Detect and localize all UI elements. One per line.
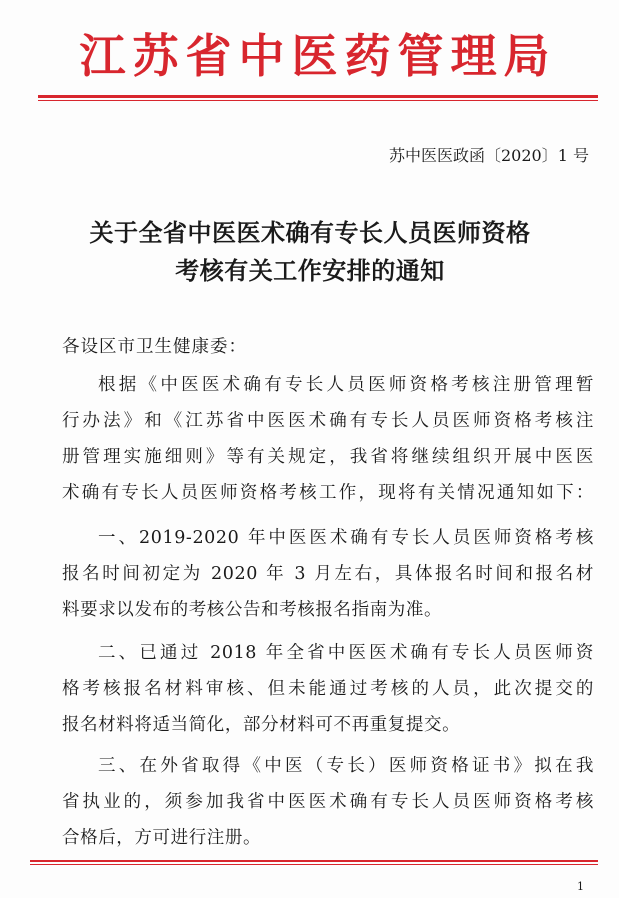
body-paragraph [62,520,594,628]
document-number: 苏中医医政函〔2020〕1 号 [389,146,589,165]
paragraph-line: 格考核报名材料审核、但未能通过考核的人员，此次提交的 [62,679,594,699]
paragraph-line: 料要求以发布的考核公告和考核报名指南为准。 [62,600,443,620]
letterhead-rule-thin [38,100,598,101]
footer-rule-thin [30,864,598,865]
document-title-line: 考核有关工作安排的通知 [175,256,445,285]
paragraph-line: 二、已通过 2018 年全省中医医术确有专长人员医师资 [98,643,594,663]
document-title [40,214,580,290]
body-paragraph [62,367,594,511]
paragraph-line: 一、2019-2020 年中医医术确有专长人员医师资格考核 [98,528,594,548]
paragraph-line: 册管理实施细则》等有关规定，我省将继续组织开展中医医 [62,447,594,467]
document-title-line: 关于全省中医医术确有专长人员医师资格 [89,218,531,247]
paragraph-line: 三、在外省取得《中医（专长）医师资格证书》拟在我 [98,756,594,776]
paragraph-line: 根据《中医医术确有专长人员医师资格考核注册管理暂 [98,375,594,395]
letterhead-rule [38,95,598,98]
salutation: 各设区市卫生健康委： [62,337,247,357]
body-paragraph [62,635,594,743]
letterhead-title: 江苏省中医药管理局 [79,29,557,83]
page-number: 1 [577,880,584,893]
paragraph-line: 合格后，方可进行注册。 [62,828,262,848]
paragraph-line: 术确有专长人员医师资格考核工作，现将有关情况通知如下： [62,483,594,503]
paragraph-line: 省执业的，须参加我省中医医术确有专长人员医师资格考核 [62,792,594,812]
paragraph-line: 行办法》和《江苏省中医医术确有专长人员医师资格考核注 [62,411,594,431]
footer-rule [30,860,598,862]
paragraph-line: 报名时间初定为 2020 年 3 月左右，具体报名时间和报名材 [62,564,594,584]
body-paragraph [62,748,594,856]
paragraph-line: 报名材料将适当简化，部分材料可不再重复提交。 [62,715,461,735]
